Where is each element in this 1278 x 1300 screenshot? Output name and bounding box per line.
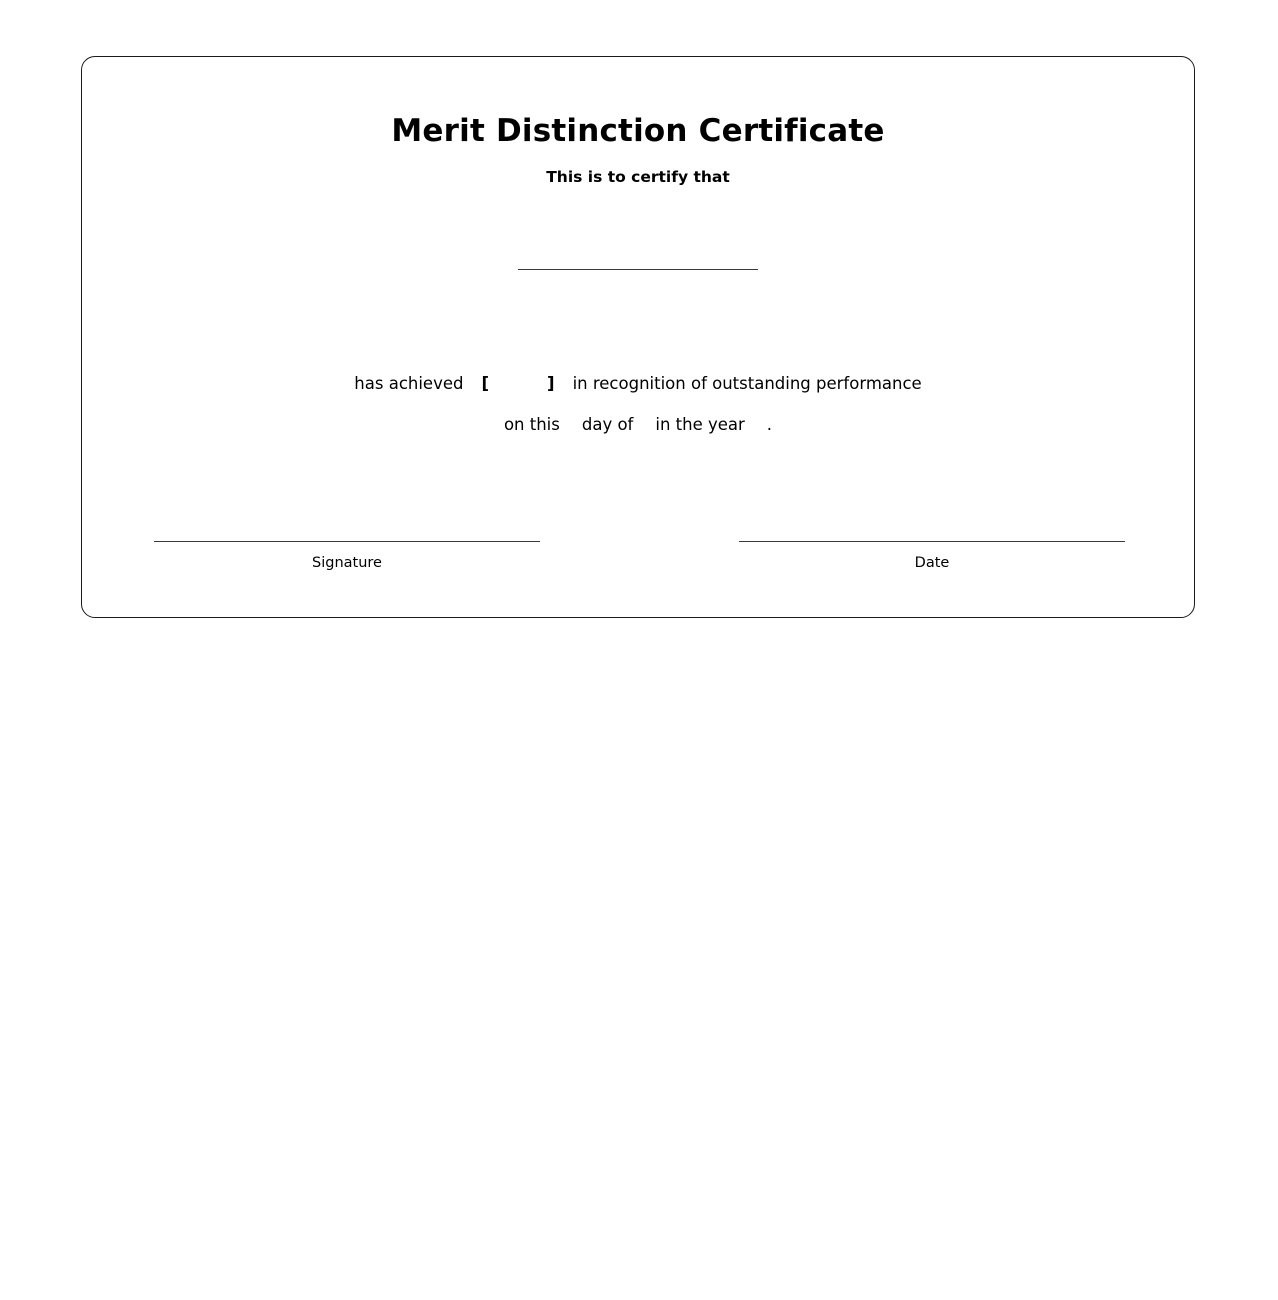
date-block	[739, 540, 1125, 571]
bracket-open: [	[481, 374, 490, 393]
page-title: Merit Distinction Certificate	[391, 113, 885, 149]
certificate-subtitle: This is to certify that	[546, 168, 730, 186]
achievement-line	[82, 374, 1194, 393]
sentence-period: .	[766, 415, 773, 434]
bracket-close: ]	[547, 374, 555, 393]
certificate-card	[81, 56, 1195, 618]
in-the-year-label: in the year	[655, 415, 745, 434]
date-rule[interactable]	[739, 540, 1125, 542]
recipient-name-field[interactable]	[518, 268, 758, 270]
signature-block	[154, 540, 540, 571]
achievement-prefix: has achieved	[354, 374, 464, 393]
on-this-label: on this	[503, 415, 560, 434]
date-label: Date	[914, 555, 950, 571]
date-line	[82, 415, 1194, 434]
signature-area	[82, 540, 1194, 620]
recipient-name-area	[82, 258, 1194, 277]
signature-label: Signature	[312, 555, 382, 571]
achievement-suffix: in recognition of outstanding performance	[572, 374, 922, 393]
signature-rule[interactable]	[154, 540, 540, 542]
day-of-label: day of	[581, 415, 634, 434]
